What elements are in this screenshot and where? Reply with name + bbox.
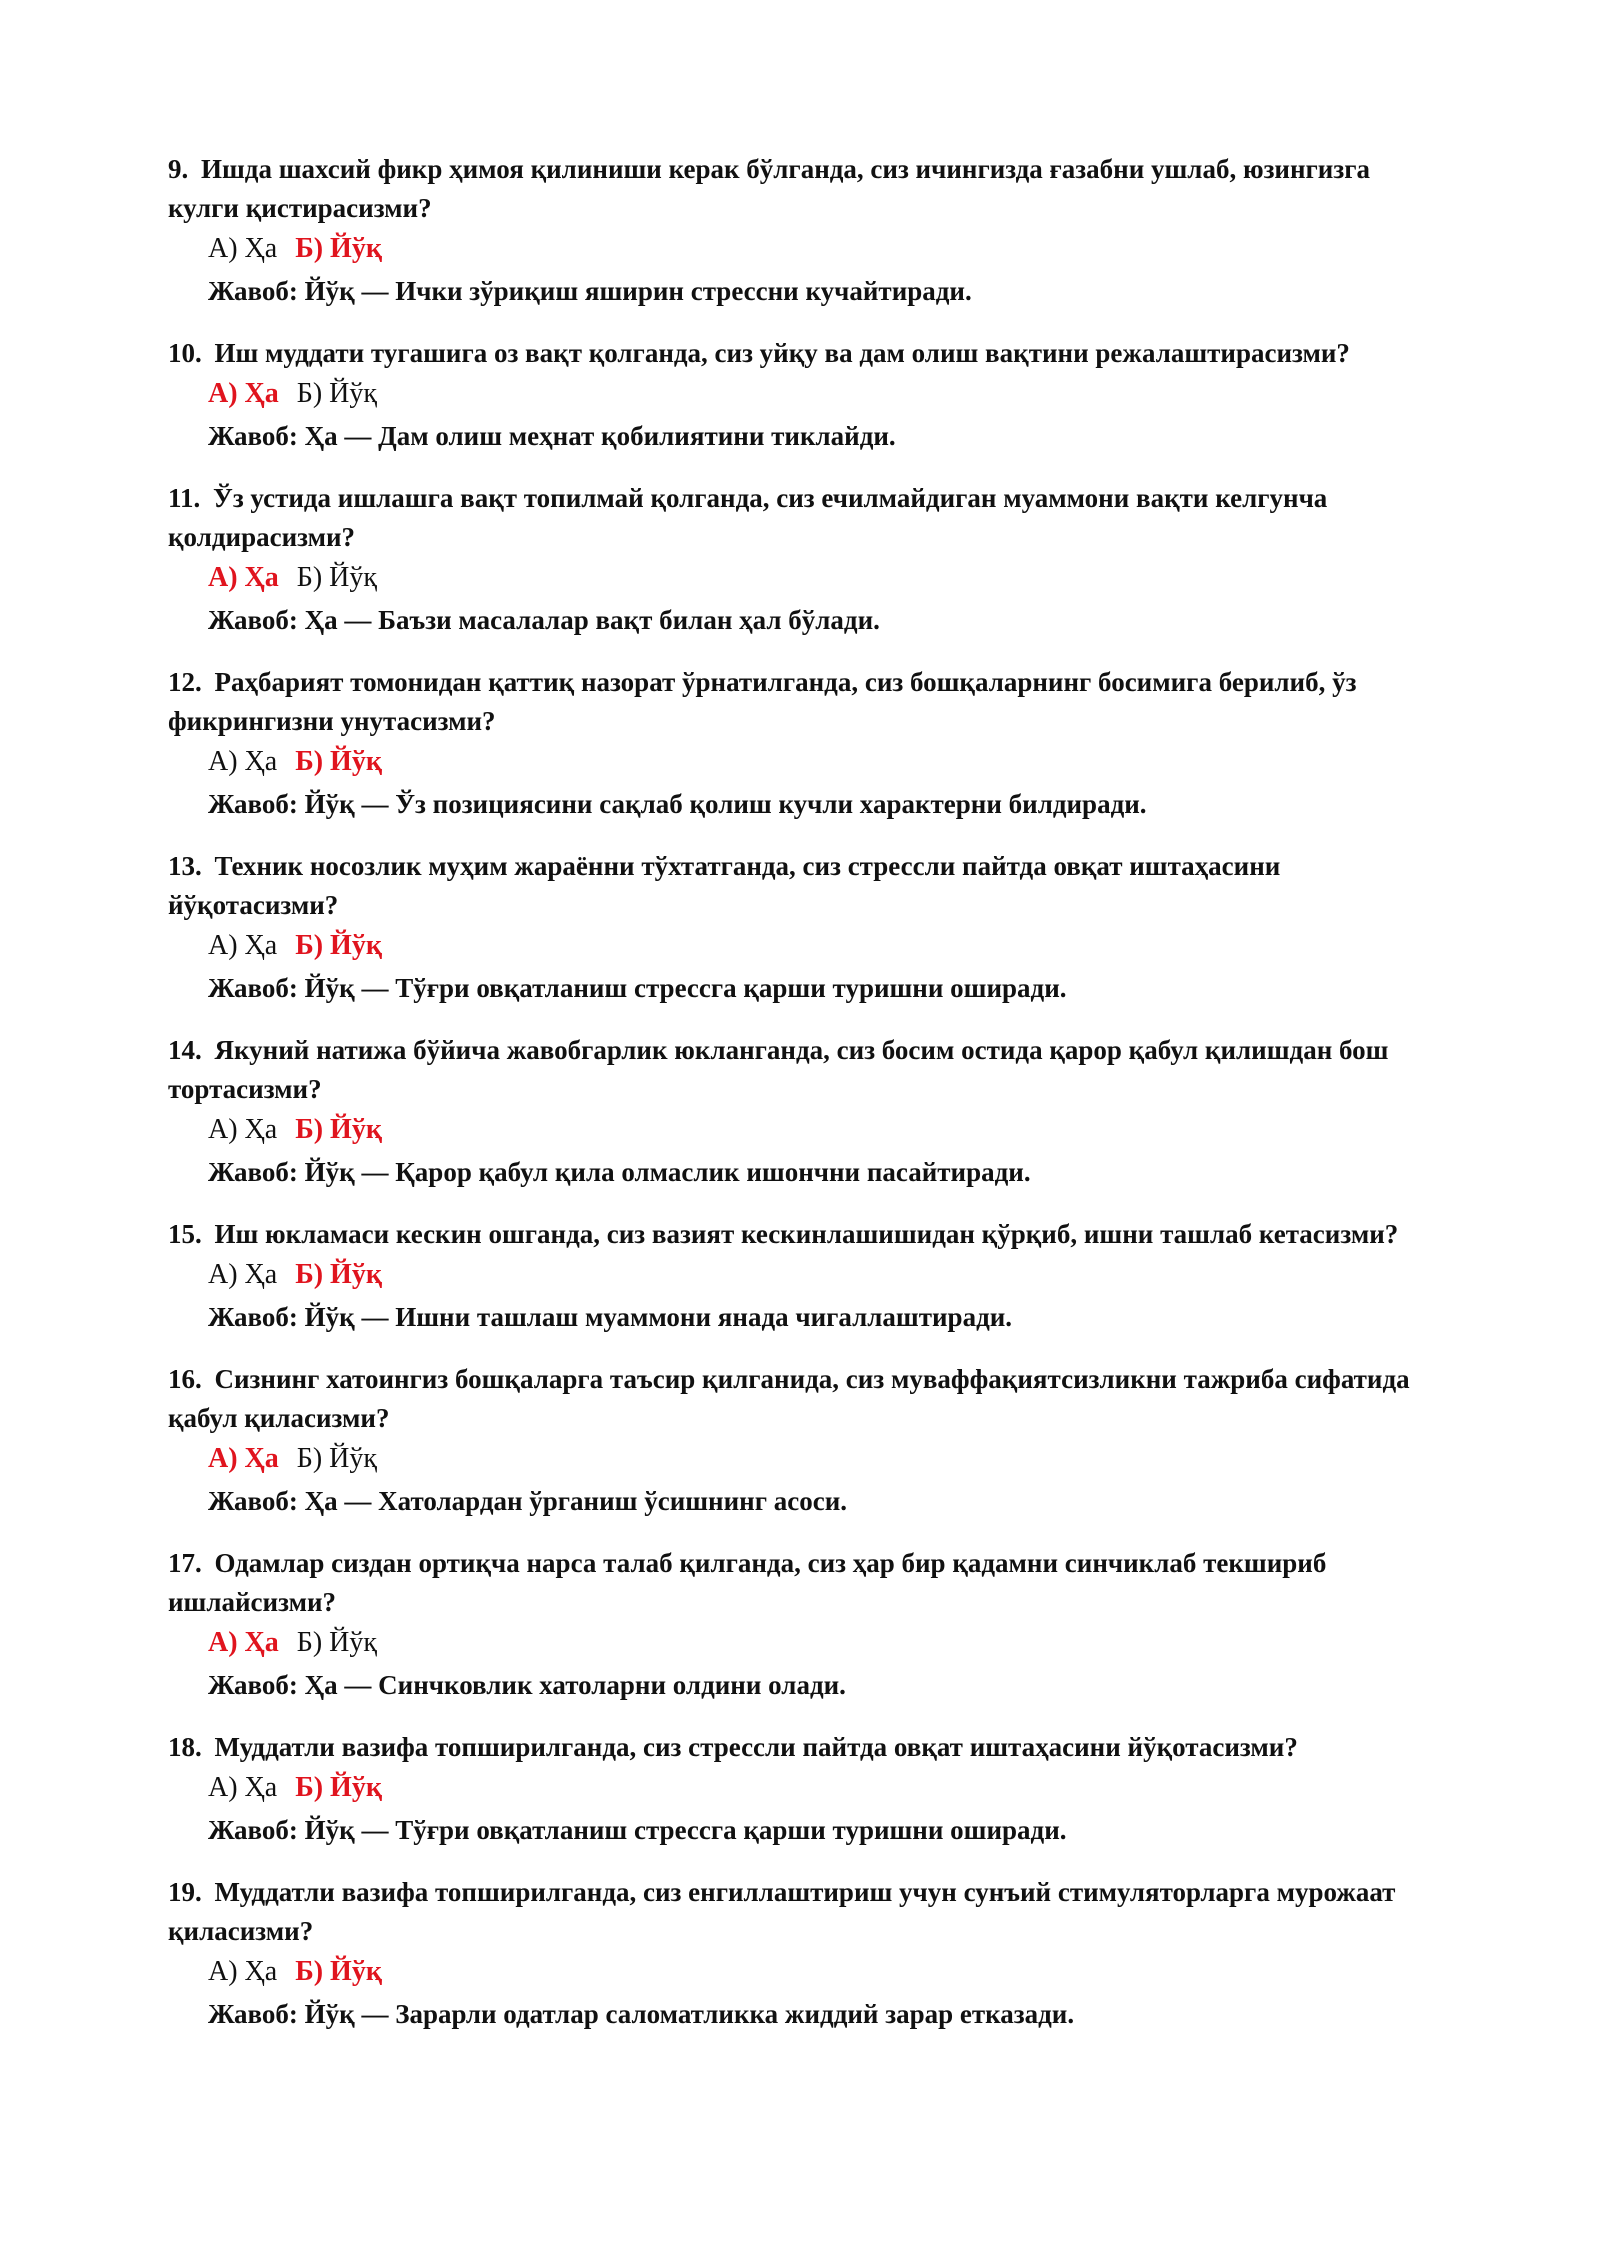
answer-explanation: Жавоб: Йўқ — Қарор қабул қила олмаслик ишончни пасайтиради. xyxy=(208,1157,1031,1187)
option-a: А) Ҳа xyxy=(208,1956,278,1987)
question-block-16 xyxy=(168,1360,1438,1522)
question-text xyxy=(168,150,1438,228)
question-body: Муддатли вазифа топширилганда, сиз стрессли пайтда овқат иштаҳасини йўқотасизми? xyxy=(214,1732,1298,1762)
question-text xyxy=(168,1031,1438,1109)
question-number: 12. xyxy=(168,667,202,697)
answer-options xyxy=(208,1767,1438,1809)
question-body: Одамлар сиздан ортиқча нарса талаб қилганда, сиз ҳар бир қадамни синчиклаб текшириб ишлайсизми? xyxy=(168,1548,1327,1617)
option-a-correct: А) Ҳа xyxy=(208,1627,279,1658)
option-a: А) Ҳа xyxy=(208,930,278,961)
question-number: 13. xyxy=(168,851,202,881)
question-body: Ишда шахсий фикр ҳимоя қилиниши керак бўлганда, сиз ичингизда ғазабни ушлаб, юзингизга кулги қистирасизми? xyxy=(168,154,1370,223)
answer-options xyxy=(208,925,1438,967)
question-body: Иш муддати тугашига оз вақт қолганда, сиз уйқу ва дам олиш вақтини режалаштирасизми? xyxy=(214,338,1350,368)
question-block-9 xyxy=(168,150,1438,312)
answer-explanation: Жавоб: Ҳа — Дам олиш меҳнат қобилиятини тиклайди. xyxy=(208,421,896,451)
questionnaire-page xyxy=(168,150,1438,2057)
option-a: А) Ҳа xyxy=(208,746,278,777)
question-body: Раҳбарият томонидан қаттиқ назорат ўрнатилганда, сиз бошқаларнинг босимига берилиб, ўз фикрингизни унутасизми? xyxy=(168,667,1357,736)
question-text xyxy=(168,1728,1438,1767)
answer-explanation: Жавоб: Йўқ — Тўғри овқатланиш стрессга қарши туришни оширади. xyxy=(208,973,1067,1003)
option-a-correct: А) Ҳа xyxy=(208,1443,279,1474)
question-text xyxy=(168,334,1438,373)
answer-options xyxy=(208,557,1438,599)
question-text xyxy=(168,1544,1438,1622)
answer-explanation: Жавоб: Йўқ — Ички зўриқиш яширин стрессни кучайтиради. xyxy=(208,276,972,306)
question-number: 16. xyxy=(168,1364,202,1394)
question-text xyxy=(168,479,1438,557)
answer-options xyxy=(208,373,1438,415)
question-block-19 xyxy=(168,1873,1438,2035)
answer-explanation: Жавоб: Йўқ — Тўғри овқатланиш стрессга қарши туришни оширади. xyxy=(208,1815,1067,1845)
answer-options xyxy=(208,1109,1438,1151)
answer-explanation: Жавоб: Йўқ — Ишни ташлаш муаммони янада чигаллаштиради. xyxy=(208,1302,1013,1332)
option-b: Б) Йўқ xyxy=(296,1443,377,1474)
question-block-18 xyxy=(168,1728,1438,1851)
option-b: Б) Йўқ xyxy=(296,1627,377,1658)
option-b-correct: Б) Йўқ xyxy=(295,1956,382,1987)
question-text xyxy=(168,663,1438,741)
question-number: 19. xyxy=(168,1877,202,1907)
question-body: Сизнинг хатоингиз бошқаларга таъсир қилганида, сиз муваффақиятсизликни тажриба сифатида қабул қиласизми? xyxy=(168,1364,1410,1433)
answer-options xyxy=(208,1951,1438,1993)
question-block-15 xyxy=(168,1215,1438,1338)
question-number: 14. xyxy=(168,1035,202,1065)
question-body: Техник носозлик муҳим жараённи тўхтатганда, сиз стрессли пайтда овқат иштаҳасини йўқотасизми? xyxy=(168,851,1281,920)
question-block-13 xyxy=(168,847,1438,1009)
question-body: Муддатли вазифа топширилганда, сиз енгиллаштириш учун сунъий стимуляторларга мурожаат қиласизми? xyxy=(168,1877,1396,1946)
question-number: 10. xyxy=(168,338,202,368)
question-number: 18. xyxy=(168,1732,202,1762)
question-block-11 xyxy=(168,479,1438,641)
question-text xyxy=(168,1873,1438,1951)
question-number: 15. xyxy=(168,1219,202,1249)
answer-explanation: Жавоб: Йўқ — Зарарли одатлар саломатликка жиддий зарар етказади. xyxy=(208,1999,1075,2029)
question-block-12 xyxy=(168,663,1438,825)
question-body: Иш юкламаси кескин ошганда, сиз вазият кескинлашишидан қўрқиб, ишни ташлаб кетасизми? xyxy=(214,1219,1399,1249)
option-a-correct: А) Ҳа xyxy=(208,562,279,593)
option-a-correct: А) Ҳа xyxy=(208,378,279,409)
option-b-correct: Б) Йўқ xyxy=(295,233,382,264)
option-b-correct: Б) Йўқ xyxy=(295,746,382,777)
question-block-10 xyxy=(168,334,1438,457)
question-number: 17. xyxy=(168,1548,202,1578)
question-text xyxy=(168,847,1438,925)
option-a: А) Ҳа xyxy=(208,1114,278,1145)
option-b-correct: Б) Йўқ xyxy=(295,1259,382,1290)
answer-explanation: Жавоб: Йўқ — Ўз позициясини сақлаб қолиш кучли характерни билдиради. xyxy=(208,789,1147,819)
answer-options xyxy=(208,1254,1438,1296)
question-text xyxy=(168,1215,1438,1254)
answer-options xyxy=(208,1622,1438,1664)
question-body: Ўз устида ишлашга вақт топилмай қолганда, сиз ечилмайдиган муаммони вақти келгунча қолдирасизми? xyxy=(168,483,1328,552)
question-number: 9. xyxy=(168,154,189,184)
option-b-correct: Б) Йўқ xyxy=(295,1772,382,1803)
answer-explanation: Жавоб: Ҳа — Хатолардан ўрганиш ўсишнинг асоси. xyxy=(208,1486,848,1516)
question-text xyxy=(168,1360,1438,1438)
answer-options xyxy=(208,1438,1438,1480)
answer-options xyxy=(208,741,1438,783)
option-b-correct: Б) Йўқ xyxy=(295,1114,382,1145)
question-number: 11. xyxy=(168,483,201,513)
question-body: Якуний натижа бўйича жавобгарлик юкланганда, сиз босим остида қарор қабул қилишдан бош тортасизми? xyxy=(168,1035,1389,1104)
option-b-correct: Б) Йўқ xyxy=(295,930,382,961)
question-block-17 xyxy=(168,1544,1438,1706)
option-a: А) Ҳа xyxy=(208,1772,278,1803)
option-a: А) Ҳа xyxy=(208,233,278,264)
answer-explanation: Жавоб: Ҳа — Баъзи масалалар вақт билан ҳал бўлади. xyxy=(208,605,880,635)
question-block-14 xyxy=(168,1031,1438,1193)
option-b: Б) Йўқ xyxy=(296,562,377,593)
answer-explanation: Жавоб: Ҳа — Синчковлик хатоларни олдини олади. xyxy=(208,1670,846,1700)
option-a: А) Ҳа xyxy=(208,1259,278,1290)
answer-options xyxy=(208,228,1438,270)
option-b: Б) Йўқ xyxy=(296,378,377,409)
